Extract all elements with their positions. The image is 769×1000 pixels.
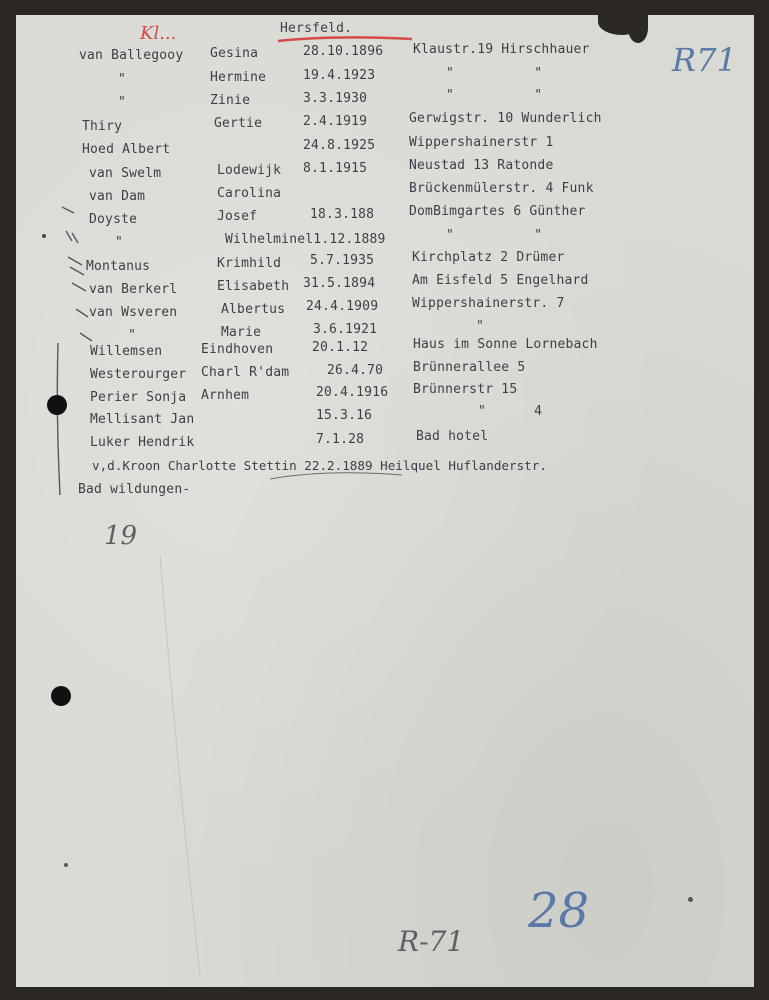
page-heading: Hersfeld. xyxy=(280,21,353,36)
address: Bad hotel xyxy=(416,429,489,444)
address: DomBimgartes 6 Günther xyxy=(409,204,586,219)
surname: Doyste xyxy=(89,212,138,227)
given-name: Albertus xyxy=(221,302,286,317)
surname: " xyxy=(118,95,127,110)
address: Gerwigstr. 10 Wunderlich xyxy=(409,111,602,126)
address: Brünnerallee 5 xyxy=(413,360,526,375)
name: Mellisant Jan xyxy=(90,412,195,427)
surname: van Dam xyxy=(89,189,146,204)
given-name: Marie xyxy=(221,325,262,340)
surname: " xyxy=(128,328,137,343)
birth-date: 7.1.28 xyxy=(316,432,365,447)
name: Westerourger xyxy=(90,367,187,382)
birth-date: 3.3.1930 xyxy=(303,91,368,106)
address: Klaustr.19 Hirschhauer xyxy=(413,42,590,57)
address: Wippershainerstr. 7 xyxy=(412,296,565,311)
given-name: Zinie xyxy=(210,93,251,108)
address: Kirchplatz 2 Drümer xyxy=(412,250,565,265)
surname: van Swelm xyxy=(89,166,162,181)
pencil-page-number: 19 xyxy=(104,521,138,551)
torn-edge xyxy=(628,13,648,43)
birth-date: 28.10.1896 xyxy=(303,44,384,59)
birth-date: 8.1.1915 xyxy=(303,161,368,176)
speck xyxy=(42,234,46,238)
given-name: Gesina xyxy=(210,46,259,61)
speck xyxy=(64,863,68,867)
document-page xyxy=(16,15,754,987)
birth-date: 5.7.1935 xyxy=(310,253,375,268)
surname: van Ballegooy xyxy=(79,48,184,63)
surname: Montanus xyxy=(86,259,151,274)
address: " xyxy=(476,319,485,334)
footer-line: Bad wildungen- xyxy=(78,482,191,497)
pencil-underline xyxy=(266,465,406,485)
surname: Hoed Albert xyxy=(82,142,171,157)
address: Haus im Sonne Lornebach xyxy=(413,337,598,352)
given-name: Carolina xyxy=(217,186,282,201)
address: Am Eisfeld 5 Engelhard xyxy=(412,273,589,288)
birth-date: 19.4.1923 xyxy=(303,68,376,83)
paper-crease xyxy=(156,555,216,985)
address: Wippershainerstr 1 xyxy=(409,135,554,150)
birth-date: 31.5.1894 xyxy=(303,276,376,291)
surname: Thiry xyxy=(82,119,123,134)
address: Neustad 13 Ratonde xyxy=(409,158,554,173)
birth-date: 18.3.188 xyxy=(310,207,375,222)
address: " " xyxy=(446,228,543,243)
speck xyxy=(688,897,693,902)
birth-date: 26.4.70 xyxy=(327,363,384,378)
name: Perier Sonja xyxy=(90,390,187,405)
address: " " xyxy=(446,88,543,103)
archive-ref-bottom: R-71 xyxy=(398,925,465,958)
place: Charl R'dam xyxy=(201,365,290,380)
given-name: Lodewijk xyxy=(217,163,282,178)
given-name: Elisabeth xyxy=(217,279,290,294)
surname: van Berkerl xyxy=(89,282,178,297)
name: Luker Hendrik xyxy=(90,435,195,450)
folio-number: 28 xyxy=(528,883,590,939)
address: Brünnerstr 15 xyxy=(413,382,518,397)
given-name: Josef xyxy=(217,209,258,224)
red-handwritten-note: Kl... xyxy=(140,23,177,44)
surname: van Wsveren xyxy=(89,305,178,320)
punch-hole-bottom xyxy=(51,686,71,706)
birth-date: 3.6.1921 xyxy=(313,322,378,337)
place: Eindhoven xyxy=(201,342,274,357)
address: " " xyxy=(446,66,543,81)
name: Willemsen xyxy=(90,344,163,359)
place: Arnhem xyxy=(201,388,250,403)
birth-date: 15.3.16 xyxy=(316,408,373,423)
birth-date: 20.1.12 xyxy=(312,340,369,355)
birth-date: 20.4.1916 xyxy=(316,385,389,400)
birth-date: 24.4.1909 xyxy=(306,299,379,314)
surname: " xyxy=(118,72,127,87)
address: " 4 xyxy=(478,404,543,419)
given-name: Gertie xyxy=(214,116,263,131)
surname: " xyxy=(115,235,124,250)
punch-hole-top xyxy=(47,395,67,415)
long-entry: v,d.Kroon Charlotte Stettin 22.2.1889 Heilquel Huflanderstr. xyxy=(92,458,547,473)
given-name: Hermine xyxy=(210,70,267,85)
birth-date: 2.4.1919 xyxy=(303,114,368,129)
birth-date: 24.8.1925 xyxy=(303,138,376,153)
address: Brückenmülerstr. 4 Funk xyxy=(409,181,594,196)
archive-ref-top: R71 xyxy=(672,41,737,79)
given-name: Krimhild xyxy=(217,256,282,271)
given-name: Wilhelminel1.12.1889 xyxy=(225,232,386,247)
